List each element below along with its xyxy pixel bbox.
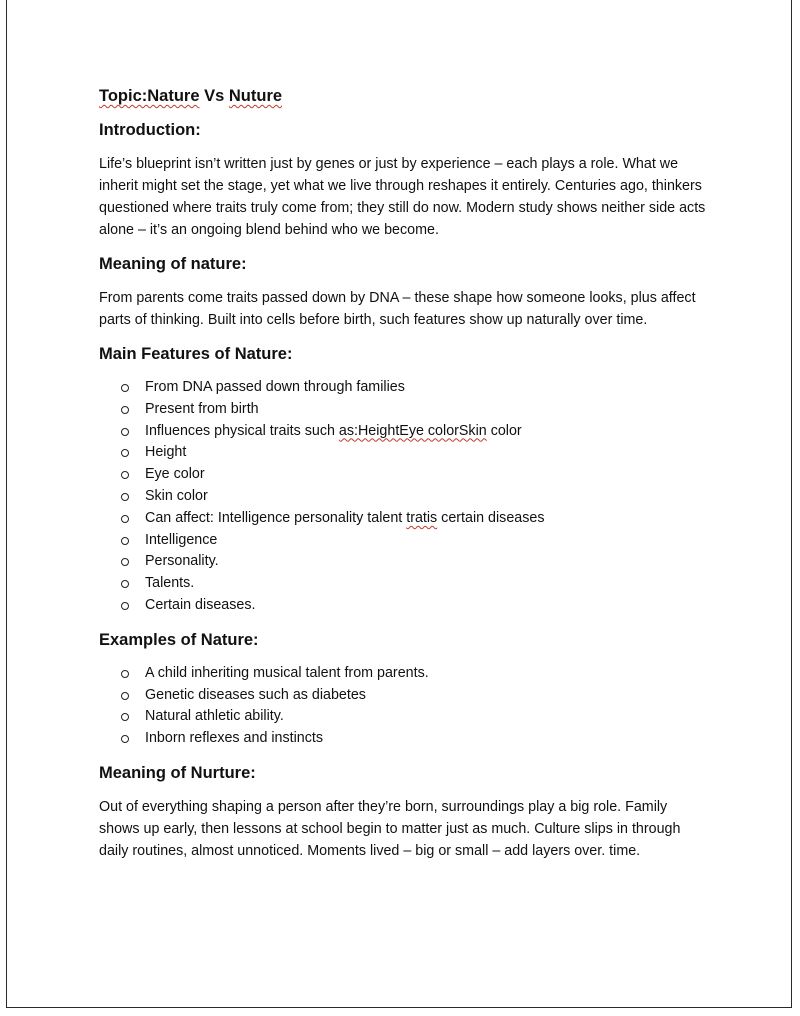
list-item-text: Influences physical traits such [145, 422, 339, 439]
list-item-text: Certain diseases. [145, 596, 256, 613]
list-item [121, 573, 709, 595]
list-item-text: Natural athletic ability. [145, 708, 284, 725]
hollow-bullet-icon [121, 406, 129, 414]
list-item [121, 442, 709, 464]
hollow-bullet-icon [121, 449, 129, 457]
hollow-bullet-icon [121, 580, 129, 588]
hollow-bullet-icon [121, 692, 129, 700]
hollow-bullet-icon [121, 471, 129, 479]
list-item-text: Skin color [145, 487, 208, 504]
list-item-text: Inborn reflexes and instincts [145, 730, 324, 747]
list-item-text: color [486, 422, 522, 439]
document-page [6, 0, 792, 1008]
hollow-bullet-icon [121, 428, 129, 436]
hollow-bullet-icon [121, 735, 129, 743]
introduction-heading: Introduction: [99, 121, 201, 139]
list-item [121, 377, 709, 399]
main-features-heading: Main Features of Nature: [99, 345, 293, 363]
list-item [121, 399, 709, 421]
list-item [121, 551, 709, 573]
spellcheck-flagged-text: tratis [406, 509, 438, 526]
hollow-bullet-icon [121, 515, 129, 523]
title-vs: Vs [199, 87, 229, 105]
list-item [121, 508, 709, 530]
hollow-bullet-icon [121, 384, 129, 392]
hollow-bullet-icon [121, 670, 129, 678]
meaning-nature-paragraph: From parents come traits passed down by DNA – these shape how someone looks, plus affect parts of thinking. Built into cells before birth, such features show up naturally over time. [99, 290, 696, 328]
examples-nature-list [99, 663, 709, 750]
list-item [121, 530, 709, 552]
list-item [121, 706, 709, 728]
list-item-text: certain diseases [437, 509, 545, 526]
list-item [121, 464, 709, 486]
meaning-nature-heading: Meaning of nature: [99, 255, 247, 273]
list-item [121, 486, 709, 508]
list-item-text: A child inheriting musical talent from parents. [145, 664, 429, 681]
hollow-bullet-icon [121, 537, 129, 545]
hollow-bullet-icon [121, 602, 129, 610]
hollow-bullet-icon [121, 713, 129, 721]
list-item-text: Intelligence [145, 531, 218, 548]
list-item [121, 421, 709, 443]
title-nuture: Nuture [228, 87, 283, 105]
list-item-text: From DNA passed down through families [145, 379, 405, 395]
list-item-text: Height [145, 444, 187, 461]
title-topic: Topic:Nature [99, 87, 200, 105]
examples-nature-heading: Examples of Nature: [99, 630, 259, 649]
main-features-list [99, 377, 709, 617]
introduction-paragraph: Life’s blueprint isn’t written just by genes or just by experience – each plays a role. What we inherit might set the stage, yet what we live through reshapes it entirely. Centuries ago, thinkers questioned where traits truly come from; they still do now. Modern study shows neither side acts alone – it’s an ongoing blend behind who we become. [99, 156, 706, 238]
list-item-text: Can affect: Intelligence personality talent [145, 509, 407, 526]
hollow-bullet-icon [121, 493, 129, 501]
spellcheck-flagged-text: as:HeightEye colorSkin [338, 422, 487, 439]
list-item [121, 663, 709, 685]
list-item-text: Present from birth [145, 400, 259, 417]
list-item [121, 595, 709, 617]
list-item-text: Talents. [145, 575, 195, 592]
document-content [99, 85, 709, 874]
list-item [121, 728, 709, 750]
hollow-bullet-icon [121, 558, 129, 566]
list-item [121, 685, 709, 707]
document-title [99, 85, 709, 107]
list-item-text: Personality. [145, 553, 219, 570]
list-item-text: Genetic diseases such as diabetes [145, 686, 366, 703]
meaning-nurture-heading: Meaning of Nurture: [99, 763, 256, 782]
meaning-nurture-paragraph: Out of everything shaping a person after they’re born, surroundings play a big role. Family shows up early, then lessons at school begin to matter just as much. Culture slips in through daily routines, almost unnoticed. Moments lived – big or small – add layers over. time. [99, 798, 681, 859]
list-item-text: Eye color [145, 466, 205, 483]
